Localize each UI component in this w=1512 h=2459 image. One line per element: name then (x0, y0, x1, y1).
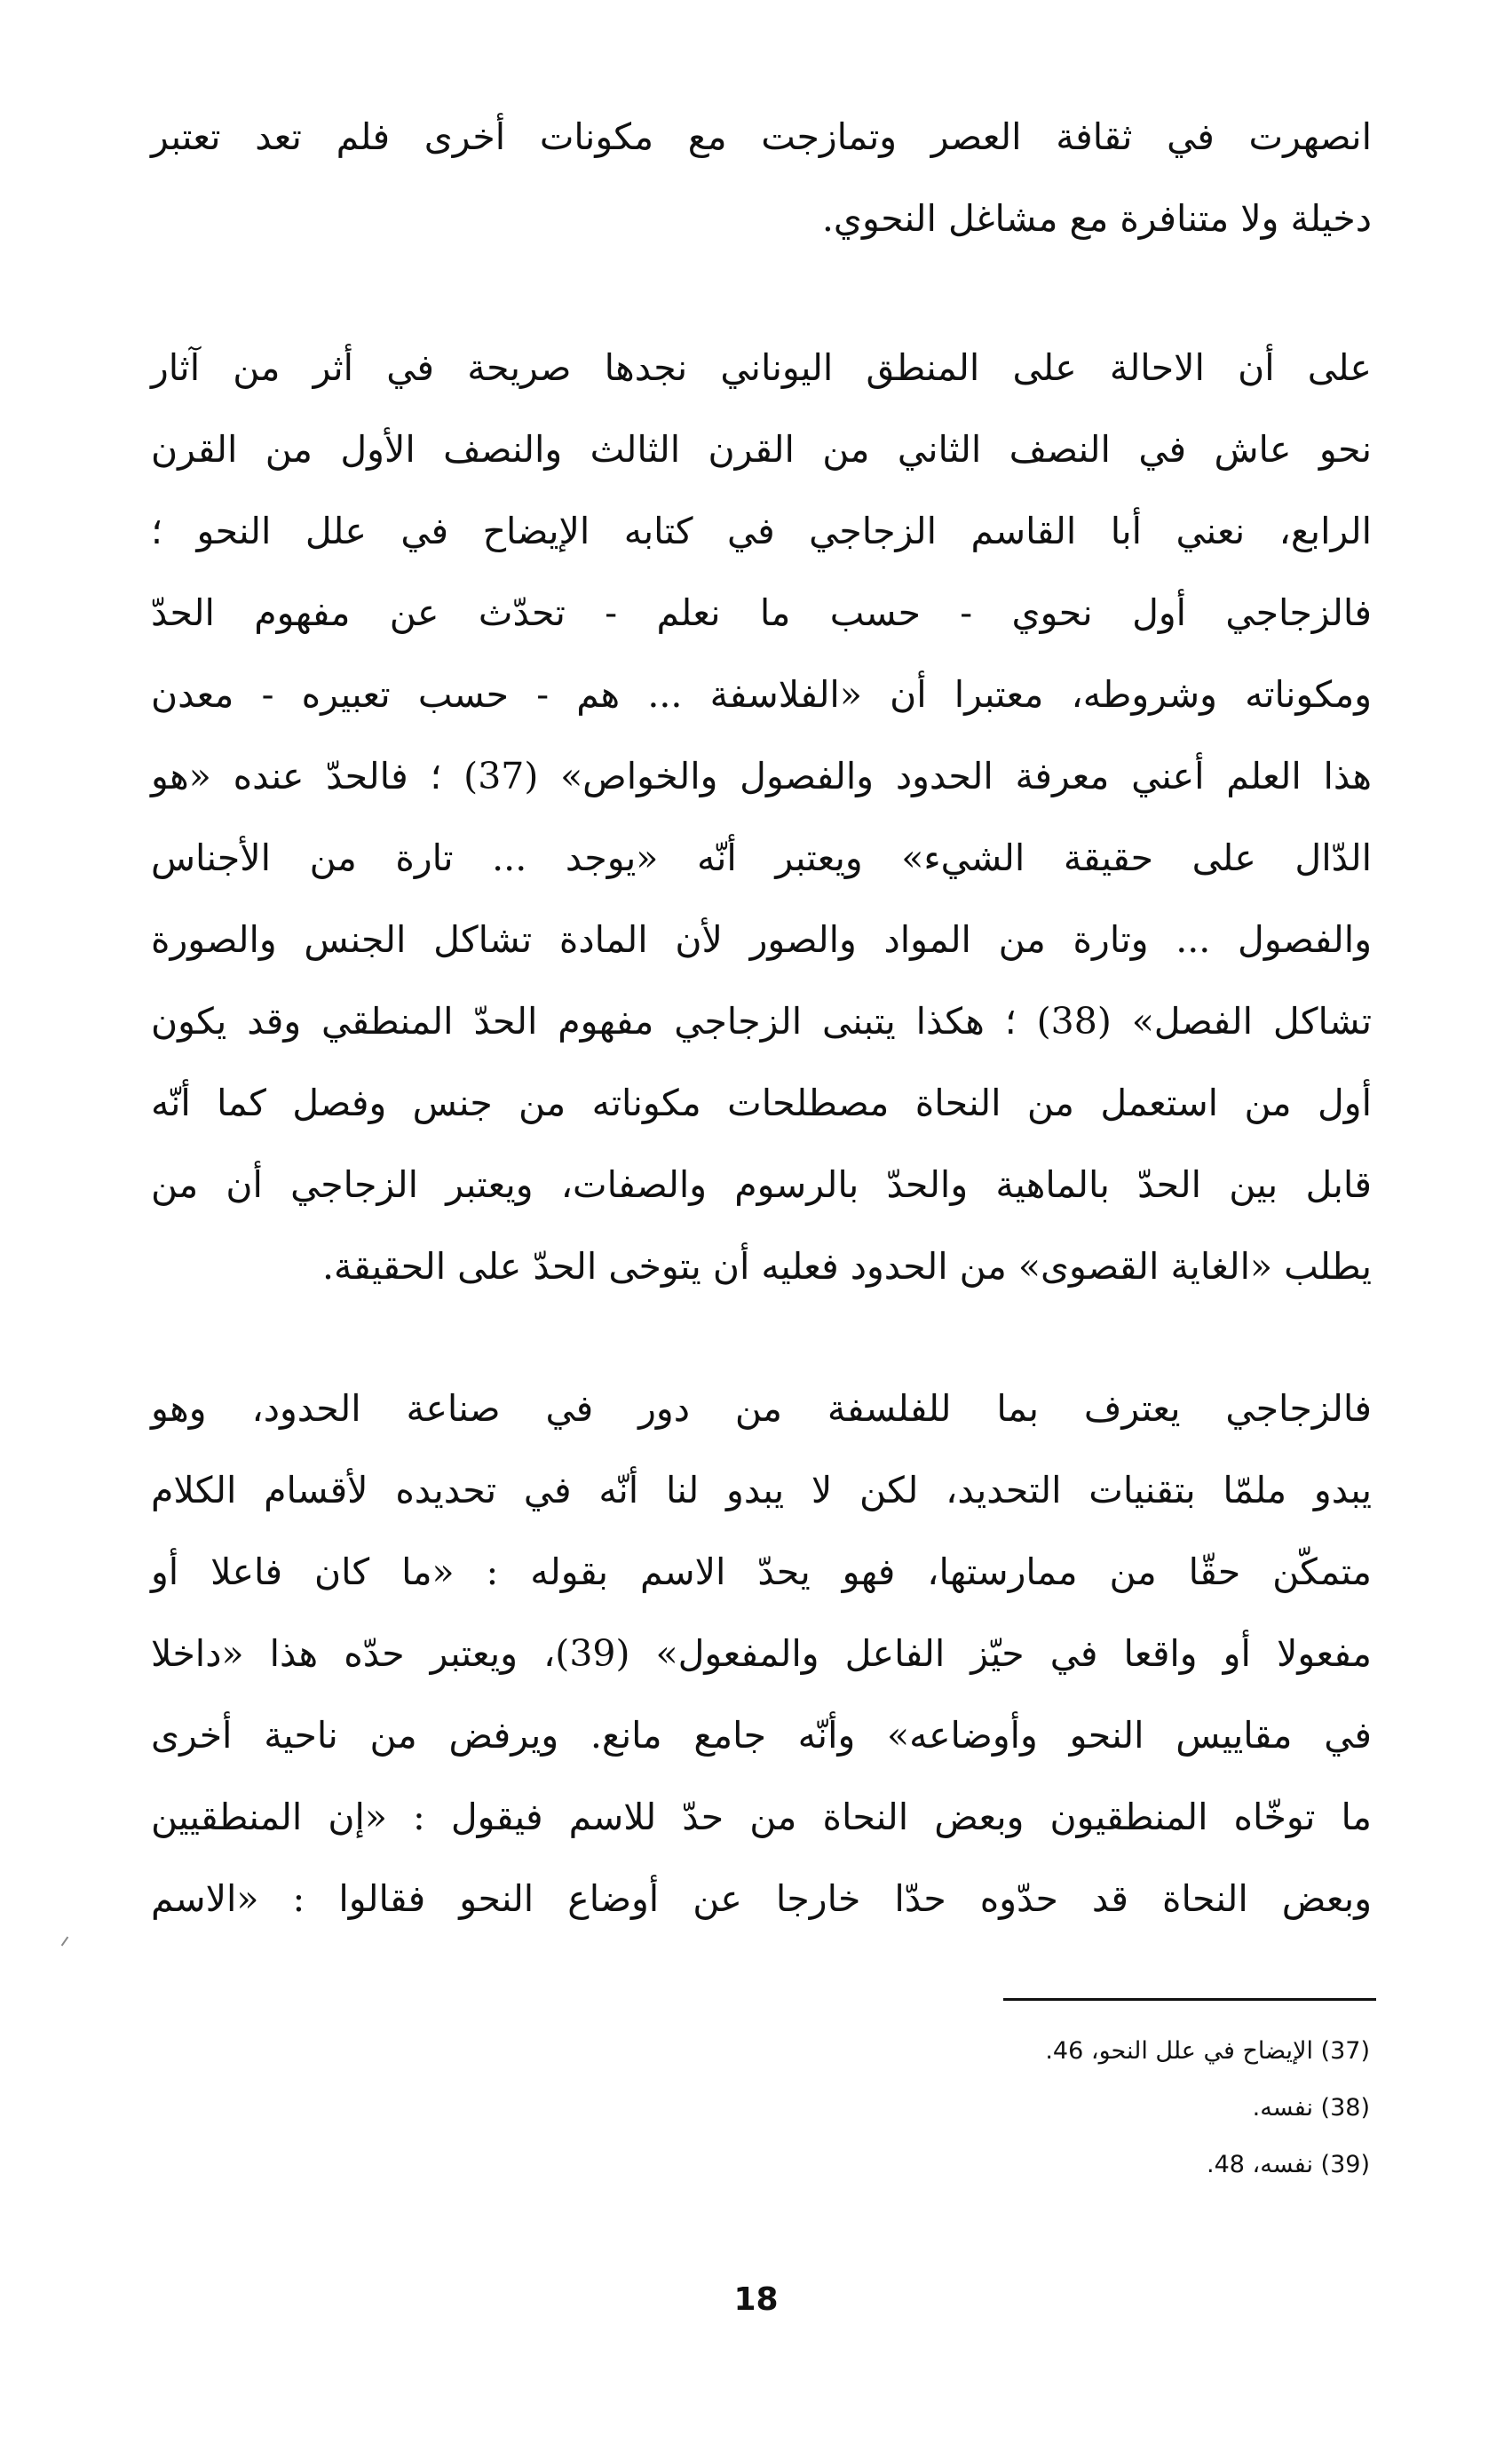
text-line: يبدو ملمّا بتقنيات التحديد، لكن لا يبدو لنا أنّه في تحديده لأقسام الكلام (151, 1469, 1372, 1511)
text-line: هذا العلم أعني معرفة الحدود والفصول والخواص» (37) ؛ فالحدّ عنده «هو (151, 755, 1372, 797)
footnotes (908, 2023, 1370, 2193)
text-line: الرابع، نعني أبا القاسم الزجاجي في كتابه الإيضاح في علل النحو ؛ (151, 510, 1372, 552)
text-line: نحو عاش في النصف الثاني من القرن الثالث والنصف الأول من القرن (151, 428, 1372, 471)
text-line: قابل بين الحدّ بالماهية والحدّ بالرسوم والصفات، ويعتبر الزجاجي أن من (151, 1163, 1372, 1206)
footnote: (39) نفسه، 48. (1206, 2151, 1370, 2178)
footnote: (37) الإيضاح في علل النحو، 46. (1045, 2037, 1370, 2065)
text-line: مفعولا أو واقعا في حيّز الفاعل والمفعول» (39)، ويعتبر حدّه هذا «داخلا (151, 1632, 1372, 1675)
text-line: والفصول ... وتارة من المواد والصور لأن المادة تشاكل الجنس والصورة (151, 918, 1372, 961)
body-paragraph-2 (151, 327, 1372, 1307)
text-line: في مقاييس النحو وأوضاعه» وأنّه جامع مانع. ويرفض من ناحية أخرى (151, 1714, 1372, 1757)
text-line: وبعض النحاة قد حدّوه حدّا خارجا عن أوضاع النحو فقالوا : «الاسم (151, 1877, 1372, 1920)
text-line: ما توخّاه المنطقيون وبعض النحاة من حدّ للاسم فيقول : «إن المنطقيين (151, 1796, 1372, 1838)
text-line: يطلب «الغاية القصوى» من الحدود فعليه أن يتوخى الحدّ على الحقيقة. (321, 1245, 1372, 1288)
text-line: الدّال على حقيقة الشيء» ويعتبر أنّه «يوجد ... تارة من الأجناس (151, 837, 1372, 879)
text-line: على أن الاحالة على المنطق اليوناني نجدها صريحة في أثر من آثار (151, 346, 1372, 389)
margin-mark (61, 1937, 69, 1947)
text-line: تشاكل الفصل» (38) ؛ هكذا يتبنى الزجاجي مفهوم الحدّ المنطقي وقد يكون (151, 1000, 1372, 1043)
body-paragraph-3 (151, 1368, 1372, 1939)
footnote: (38) نفسه. (1252, 2094, 1370, 2122)
text-line: انصهرت في ثقافة العصر وتمازجت مع مكونات أخرى فلم تعد تعتبر (151, 115, 1372, 158)
text-line: فالزجاجي أول نحوي - حسب ما نعلم - تحدّث عن مفهوم الحدّ (151, 591, 1372, 634)
page-number: 18 (733, 2281, 779, 2318)
body-paragraph-1 (151, 96, 1372, 259)
footnote-divider (1003, 1998, 1376, 2001)
text-line: فالزجاجي يعترف بما للفلسفة من دور في صناعة الحدود، وهو (151, 1387, 1372, 1430)
text-line: دخيلة ولا متنافرة مع مشاغل النحوي. (821, 197, 1372, 240)
text-line: متمكّن حقّا من ممارستها، فهو يحدّ الاسم بقوله : «ما كان فاعلا أو (151, 1551, 1372, 1593)
text-line: ومكوناته وشروطه، معتبرا أن «الفلاسفة ... هم - حسب تعبيره - معدن (151, 673, 1372, 716)
text-line: أول من استعمل من النحاة مصطلحات مكوناته من جنس وفصل كما أنّه (151, 1082, 1372, 1124)
